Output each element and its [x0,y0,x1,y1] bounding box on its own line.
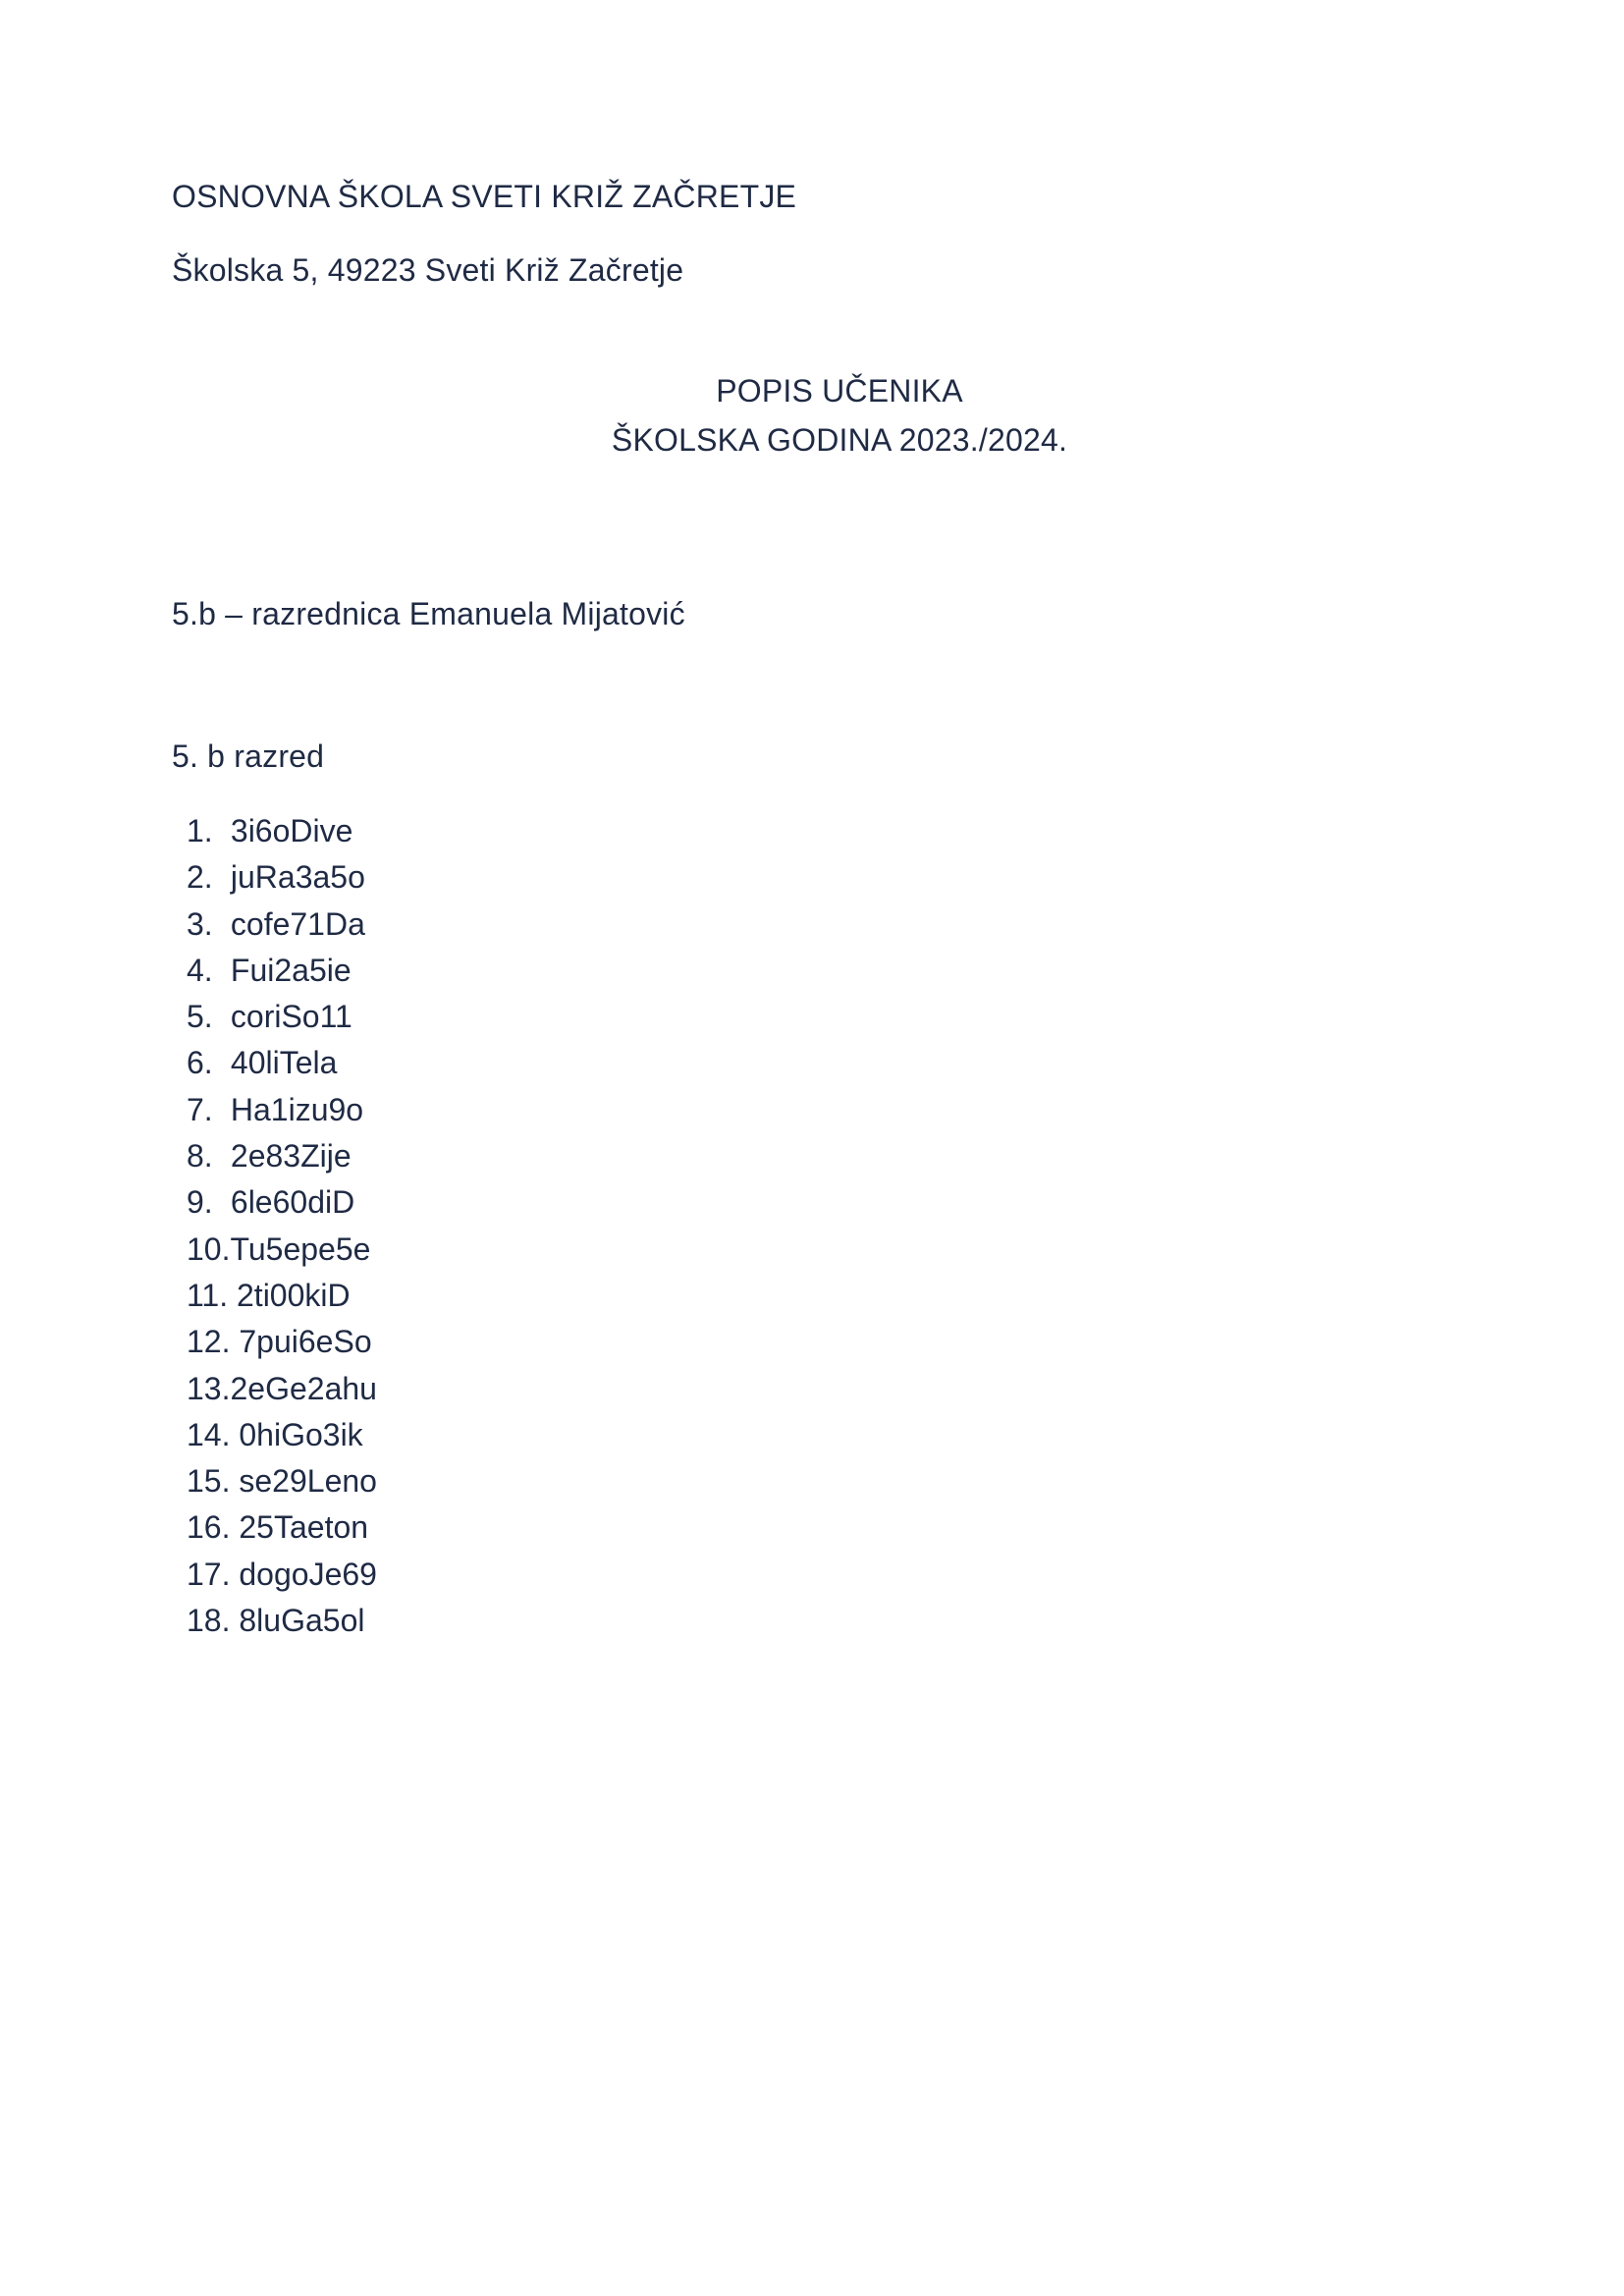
student-code: juRa3a5o [230,859,365,896]
student-code: Tu5epe5e [230,1230,371,1267]
list-item-number: 12. [187,1324,231,1360]
list-item-number: 2. [187,859,213,896]
student-code: 3i6oDive [230,813,353,848]
student-code: Fui2a5ie [230,952,352,988]
list-item [187,1598,377,1644]
document-subtitle: ŠKOLSKA GODINA 2023./2024. [611,422,1068,458]
list-item-number: 5. [187,999,213,1035]
student-code: 2ti00kiD [237,1277,351,1313]
student-code: 25Taeton [239,1509,369,1546]
class-heading: 5. b razred [172,738,325,774]
list-item [187,1458,377,1504]
list-item-number: 16. [187,1509,231,1546]
student-code: 40liTela [230,1045,338,1081]
student-code: Ha1izu9o [230,1091,364,1127]
list-item-number: 3. [187,905,213,942]
student-code: 2eGe2ahu [230,1370,377,1406]
list-item-number: 18. [187,1603,231,1639]
list-item-number: 14. [187,1416,231,1452]
student-code: se29Leno [239,1463,377,1500]
list-item [187,1552,377,1598]
list-item [187,1227,377,1273]
list-item [187,1319,377,1365]
class-teacher-line: 5.b – razrednica Emanuela Mijatović [172,596,685,631]
student-code: dogoJe69 [239,1556,377,1592]
list-item [187,854,377,901]
list-item [187,994,377,1040]
document-title: POPIS UČENIKA [716,373,963,409]
list-item [187,1412,377,1458]
student-code: 2e83Zije [230,1138,352,1175]
list-item-number: 11. [187,1277,229,1313]
list-item-number: 15. [187,1463,231,1500]
school-address: Školska 5, 49223 Sveti Križ Začretje [172,252,684,288]
student-code: 8luGa5ol [239,1603,365,1639]
list-item [187,1133,377,1179]
student-code: 6le60diD [230,1184,355,1221]
list-item [187,1087,377,1133]
student-code: 0hiGo3ik [239,1416,363,1452]
list-item-number: 6. [187,1045,213,1081]
list-item [187,1040,377,1086]
list-item-number: 10. [187,1230,231,1267]
list-item [187,948,377,994]
list-item-number: 1. [187,813,213,848]
list-item-number: 9. [187,1184,213,1221]
list-item [187,1504,377,1551]
list-item-number: 13. [187,1370,231,1406]
list-item [187,1179,377,1226]
student-list [187,808,377,1644]
list-item [187,1366,377,1412]
list-item-number: 17. [187,1556,231,1592]
list-item-number: 4. [187,952,213,988]
list-item-number: 7. [187,1091,213,1127]
list-item-number: 8. [187,1138,213,1175]
list-item [187,808,377,854]
school-name: OSNOVNA ŠKOLA SVETI KRIŽ ZAČRETJE [172,179,797,214]
list-item [187,1273,377,1319]
list-item [187,902,377,948]
student-code: 7pui6eSo [239,1324,372,1360]
student-code: cofe71Da [230,905,365,942]
student-code: coriSo11 [230,999,352,1035]
